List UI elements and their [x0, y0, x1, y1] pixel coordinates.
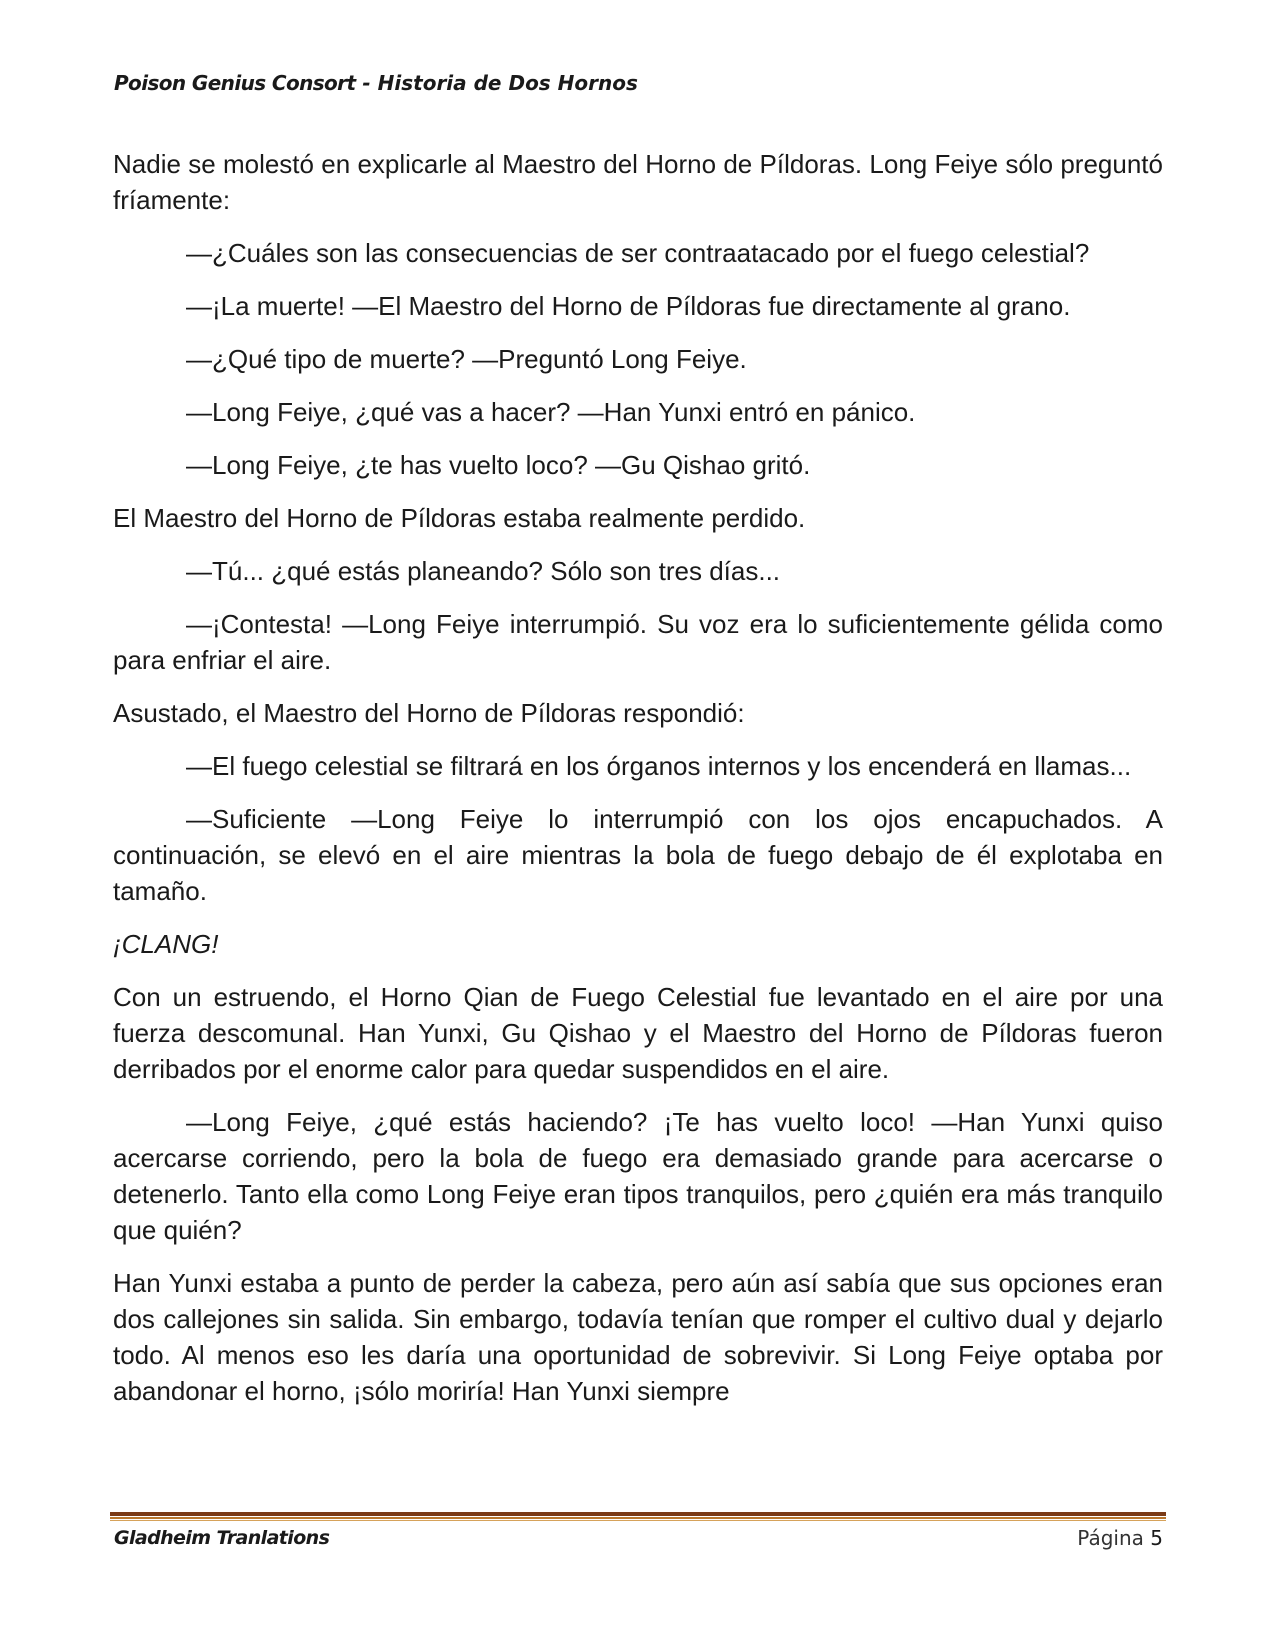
- dialogue-paragraph: —¿Cuáles son las consecuencias de ser contraatacado por el fuego celestial?: [186, 238, 1090, 268]
- footer-divider-accent: [110, 1517, 1166, 1519]
- footer-divider-accent-light: [110, 1520, 1166, 1521]
- dialogue-paragraph: —Long Feiye, ¿qué vas a hacer? —Han Yunxi entró en pánico.: [186, 397, 916, 427]
- dialogue-paragraph: —El fuego celestial se filtrará en los órganos internos y los encenderá en llamas...: [186, 751, 1132, 781]
- page-header: [114, 71, 638, 95]
- dialogue-paragraph: —¡Contesta! —Long Feiye interrumpió. Su voz era lo suficientemente gélida como para enfriar el aire.: [113, 609, 1163, 675]
- paragraph: Han Yunxi estaba a punto de perder la cabeza, pero aún así sabía que sus opciones eran dos callejones sin salida. Sin embargo, todavía tenían que romper el cultivo dual y dejarlo todo. Al menos eso les daría una oportunidad de sobrevivir. Si Long Feiye optaba por abandonar el horno, ¡sólo moriría! Han Yunxi siempre: [113, 1268, 1163, 1406]
- dialogue-paragraph: —Tú... ¿qué estás planeando? Sólo son tres días...: [186, 556, 781, 586]
- footer-divider: [110, 1512, 1166, 1516]
- paragraph: El Maestro del Horno de Píldoras estaba realmente perdido.: [113, 503, 806, 533]
- page-label: Página: [1077, 1526, 1144, 1550]
- page-number-label: [1077, 1526, 1163, 1550]
- page-number: 5: [1150, 1526, 1163, 1550]
- dialogue-paragraph: —¿Qué tipo de muerte? —Preguntó Long Feiye.: [186, 344, 747, 374]
- book-title: Poison Genius Consort: [114, 71, 356, 95]
- dialogue-paragraph: —Suficiente —Long Feiye lo interrumpió con los ojos encapuchados. A continuación, se elevó en el aire mientras la bola de fuego debajo de él explotaba en tamaño.: [113, 804, 1163, 906]
- dialogue-paragraph: —Long Feiye, ¿te has vuelto loco? —Gu Qishao gritó.: [186, 450, 811, 480]
- paragraph: Nadie se molestó en explicarle al Maestro del Horno de Píldoras. Long Feiye sólo preguntó fríamente:: [113, 149, 1163, 215]
- translator-credit: Gladheim Tranlations: [114, 1527, 330, 1549]
- body-text: [113, 146, 1163, 1426]
- chapter-title: Historia de Dos Hornos: [377, 71, 638, 95]
- header-separator: -: [355, 71, 378, 95]
- paragraph: Con un estruendo, el Horno Qian de Fuego Celestial fue levantado en el aire por una fuerza descomunal. Han Yunxi, Gu Qishao y el Maestro del Horno de Píldoras fueron derribados por el enorme calor para quedar suspendidos en el aire.: [113, 982, 1163, 1084]
- paragraph: Asustado, el Maestro del Horno de Píldoras respondió:: [113, 698, 745, 728]
- dialogue-paragraph: —Long Feiye, ¿qué estás haciendo? ¡Te has vuelto loco! —Han Yunxi quiso acercarse corriendo, pero la bola de fuego era demasiado grande para acercarse o detenerlo. Tanto ella como Long Feiye eran tipos tranquilos, pero ¿quién era más tranquilo que quién?: [113, 1107, 1163, 1245]
- sound-effect: ¡CLANG!: [113, 929, 219, 959]
- dialogue-paragraph: —¡La muerte! —El Maestro del Horno de Píldoras fue directamente al grano.: [186, 291, 1071, 321]
